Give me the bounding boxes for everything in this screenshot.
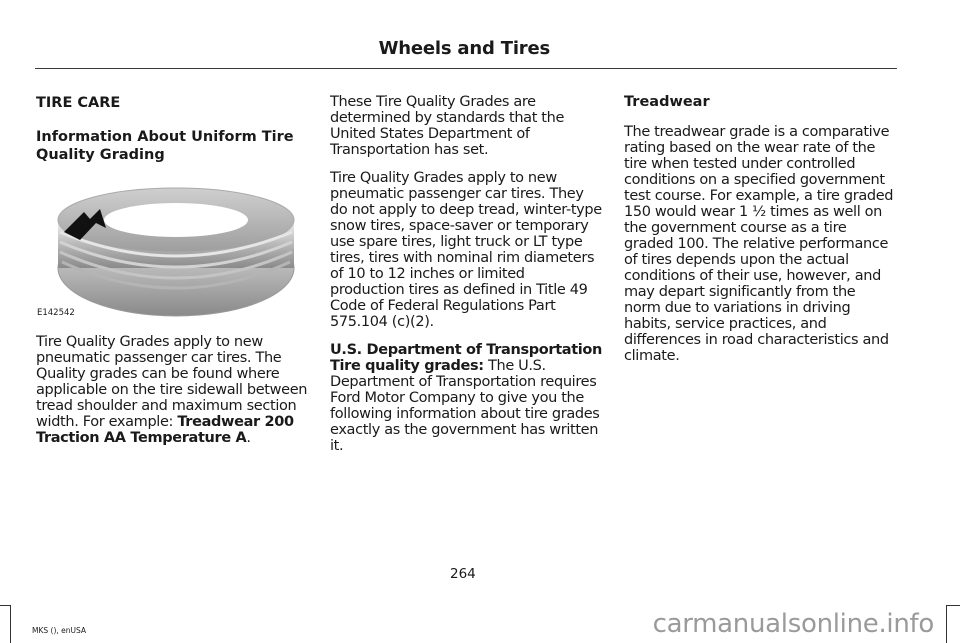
crop-mark bbox=[10, 605, 11, 643]
section-title: TIRE CARE bbox=[36, 95, 121, 111]
treadwear-paragraph: The treadwear grade is a comparative rating based on the wear rate of the tire when tested under controlled conditions on a specified government test course. For example, a tire graded 150 would wear 1 ½ times as well on the government course as a tire graded 100. The relative performance of tires depends upon the actual conditions of their use, however, and may depart significantly from the norm due to variations in driving habits, service practices, and differences in road characteristics and climate. bbox=[624, 124, 894, 364]
column-1 bbox=[36, 94, 308, 458]
crop-mark bbox=[946, 605, 947, 643]
column-2 bbox=[330, 94, 602, 466]
page-header-title: Wheels and Tires bbox=[378, 38, 550, 59]
crop-mark bbox=[947, 605, 960, 606]
page-number: 264 bbox=[450, 566, 476, 582]
figure-code: E142542 bbox=[37, 308, 75, 318]
watermark: carmanualsonline.info bbox=[652, 609, 934, 639]
uniform-grading-paragraph: Tire Quality Grades apply to new pneumatic passenger car tires. The Quality grades can be found where applicable on the tire sidewall between tread shoulder and maximum section width. For example: Treadwear 200 Traction AA Temperature A. bbox=[36, 334, 308, 446]
header-rule bbox=[35, 68, 897, 69]
dot-paragraph: U.S. Department of Transportation Tire quality grades: The U.S. Department of Transportation requires Ford Motor Company to give you the following information about tire grades exactly as the government has written it. bbox=[330, 342, 602, 454]
footer-code: MKS (), enUSA bbox=[32, 626, 87, 635]
treadwear-heading: Treadwear bbox=[624, 94, 710, 110]
crop-mark bbox=[0, 605, 10, 606]
column-3 bbox=[624, 94, 896, 376]
standards-paragraph: These Tire Quality Grades are determined by standards that the United States Department of Transportation has set. bbox=[330, 94, 565, 158]
applicability-paragraph: Tire Quality Grades apply to new pneumatic passenger car tires. They do not apply to deep tread, winter-type snow tires, space-saver or temporary use spare tires, light truck or LT type tires, tires with nominal rim diameters of 10 to 12 inches or limited production tires as defined in Title 49 Code of Federal Regulations Part 575.104 (c)(2). bbox=[330, 170, 602, 330]
tire-figure bbox=[36, 180, 308, 320]
subsection-title: Information About Uniform Tire Quality Grading bbox=[36, 129, 294, 163]
tire-illustration bbox=[36, 180, 308, 320]
